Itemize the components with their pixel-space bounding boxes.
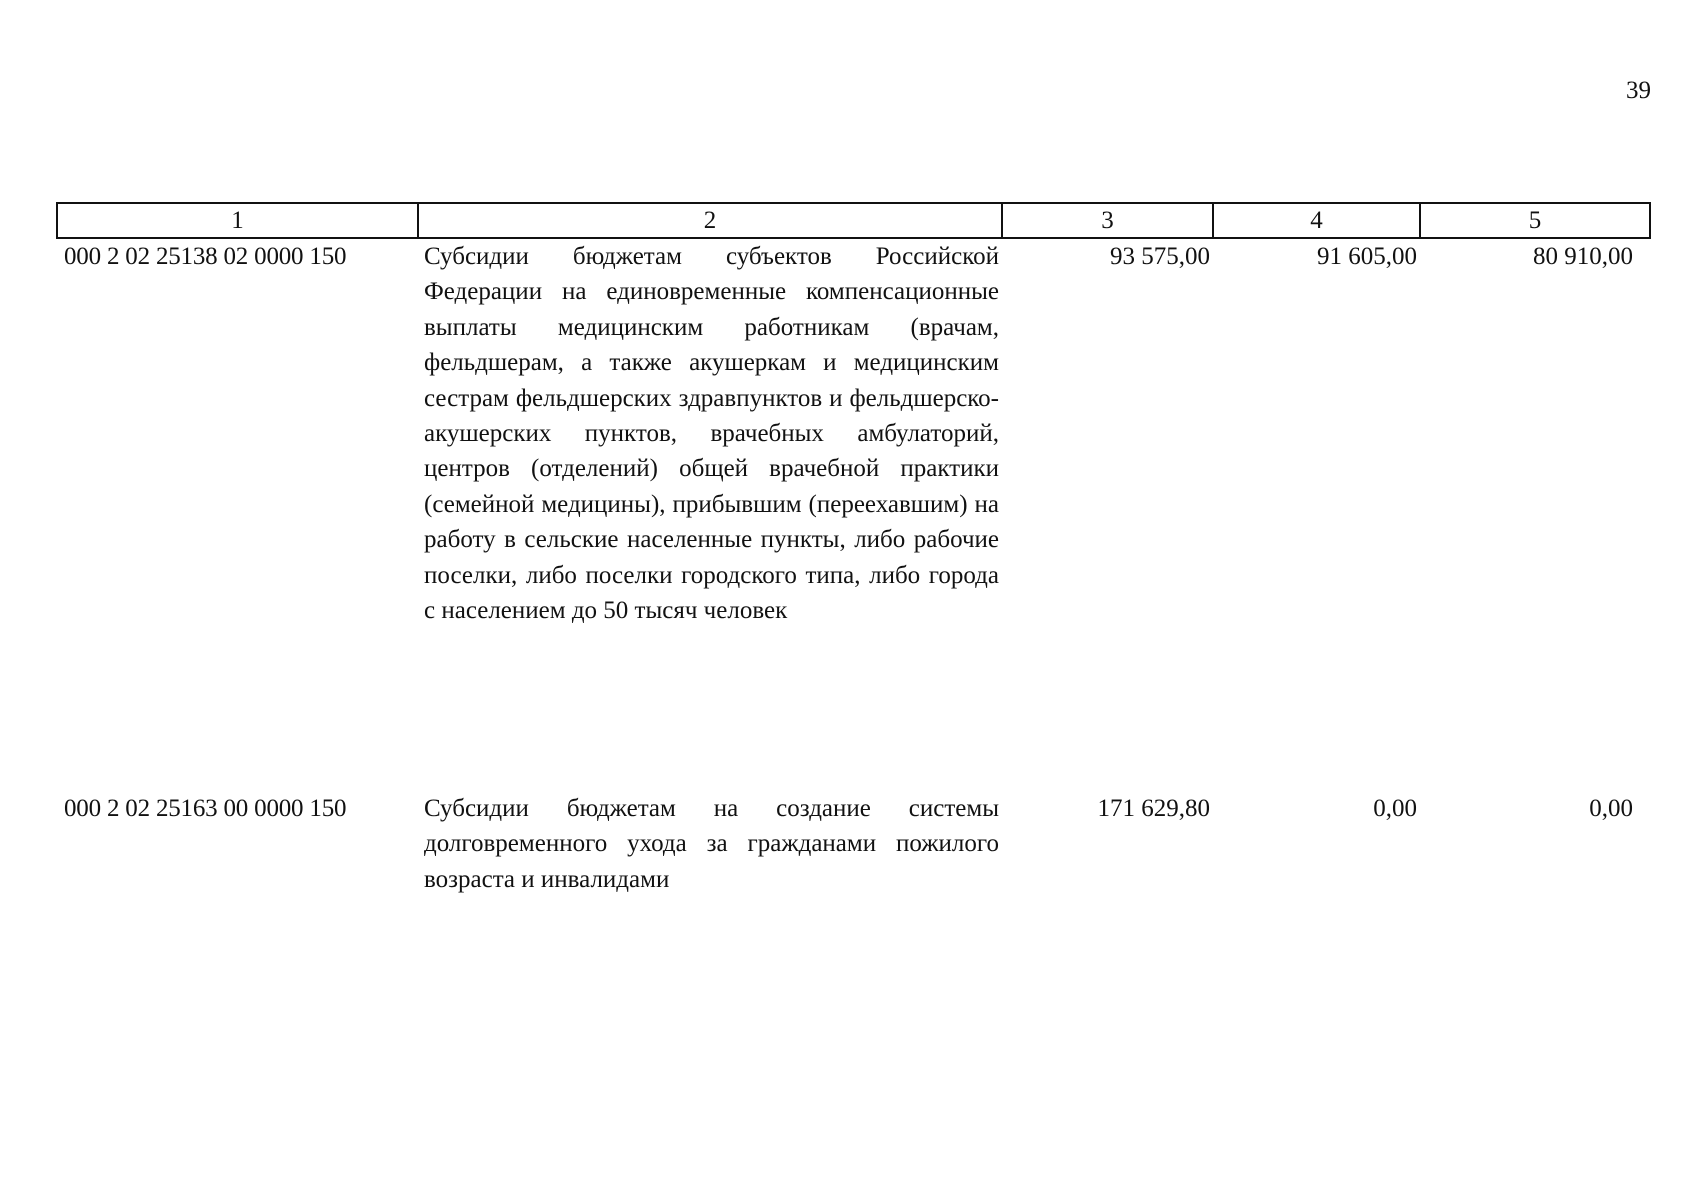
amount-col-4: 91 605,00 xyxy=(1317,243,1417,270)
budget-table xyxy=(56,202,1651,897)
budget-item-name: Субсидии бюджетам субъектов Российской Федерации на единовременные компенсационные выплаты медицинским работникам (врачам, фельдшерам, а также акушеркам и медицинским сестрам фельдшерских здравпунктов и фельдшерско-акушерских пунктов, врачебных амбулаторий, центров (отделений) общей врачебной практики (семейной медицины), прибывшим (переехавшим) на работу в сельские населенные пункты, либо рабочие поселки, либо поселки городского типа, либо города с населением до 50 тысяч человек xyxy=(424,243,999,625)
header-cell-5: 5 xyxy=(1420,203,1650,238)
header-cell-1: 1 xyxy=(57,203,418,238)
header-cell-4: 4 xyxy=(1213,203,1420,238)
budget-item-name: Субсидии бюджетам на создание системы долговременного ухода за гражданами пожилого возраста и инвалидами xyxy=(424,795,999,893)
header-cell-3: 3 xyxy=(1002,203,1213,238)
table-body xyxy=(57,238,1650,897)
table-row xyxy=(57,791,1650,897)
amount-col-3: 93 575,00 xyxy=(1110,243,1210,270)
header-row xyxy=(57,203,1650,238)
amount-col-4: 0,00 xyxy=(1373,795,1417,822)
budget-code: 000 2 02 25138 02 0000 150 xyxy=(64,243,347,270)
amount-col-5: 0,00 xyxy=(1589,795,1633,822)
table-header xyxy=(57,203,1650,238)
table-row xyxy=(57,238,1650,791)
amount-col-5: 80 910,00 xyxy=(1533,243,1633,270)
page-number: 39 xyxy=(1626,77,1651,104)
header-cell-2: 2 xyxy=(418,203,1002,238)
budget-code: 000 2 02 25163 00 0000 150 xyxy=(64,795,347,822)
amount-col-3: 171 629,80 xyxy=(1097,795,1210,822)
